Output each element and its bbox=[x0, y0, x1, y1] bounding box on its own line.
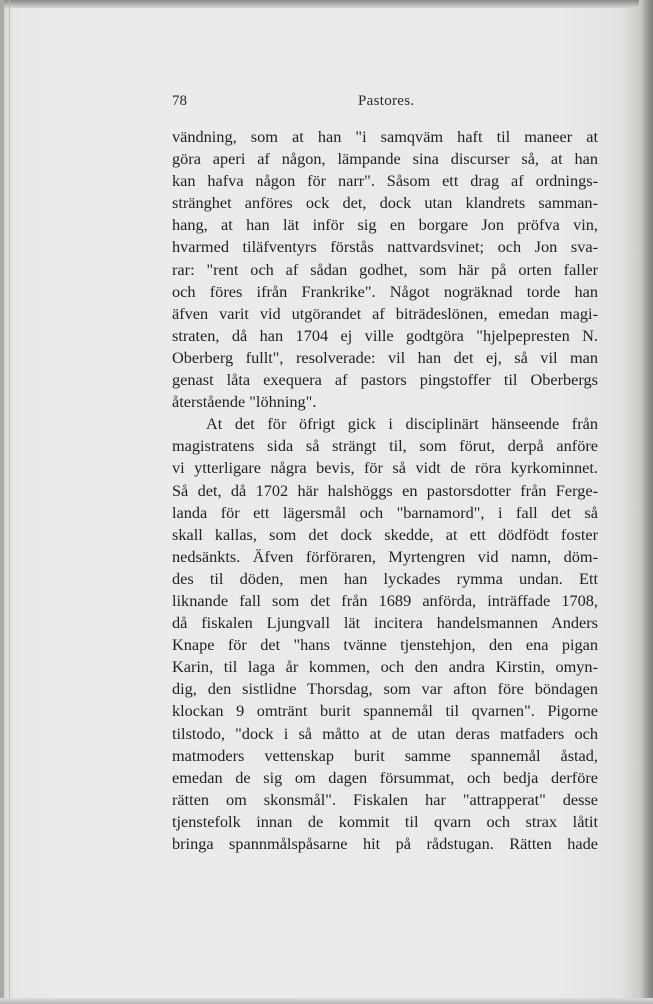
text-line: återstående "löhning". bbox=[172, 392, 317, 412]
scan-top-edge bbox=[0, 0, 653, 8]
text-line: landa för ett lägersmål och "barnamord", i fall det så bbox=[172, 502, 598, 522]
text-line: rätten om skonsmål". Fiskalen har "attrapperat" desse bbox=[172, 789, 598, 809]
running-title: Pastores. bbox=[358, 93, 415, 109]
scan-bottom-edge bbox=[0, 998, 653, 1004]
scan-left-edge bbox=[0, 0, 4, 1004]
text-line: matmoders vettenskap burit samme spannemål åstad, bbox=[172, 745, 598, 765]
text-line: Så det, då 1702 här halshöggs en pastorsdotter från Ferge- bbox=[172, 480, 598, 500]
text-line: des til döden, men han lyckades rymma undan. Ett bbox=[172, 568, 598, 588]
page-header bbox=[172, 93, 598, 117]
text-line: liknande fall som det från 1689 anförda, inträffade 1708, bbox=[172, 590, 598, 610]
text-line: rar: "rent och af sådan godhet, som här på orten faller bbox=[172, 259, 598, 279]
text-line: magistratens sida så strängt til, som förut, derpå anföre bbox=[172, 436, 598, 456]
text-line: nedsänkts. Äfven förföraren, Myrtengren vid namn, döm- bbox=[172, 546, 598, 566]
scan-right-edge bbox=[639, 0, 653, 1004]
text-line: hang, at han lät inför sig en borgare Jon pröfva vin, bbox=[172, 215, 598, 235]
text-line: Knape för det "hans tvänne tjenstehjon, den ena pigan bbox=[172, 635, 598, 655]
text-line: då fiskalen Ljungvall lät incitera handelsmannen Anders bbox=[172, 613, 598, 633]
text-line: Karin, til laga år kommen, och den andra Kirstin, omyn- bbox=[172, 657, 598, 677]
text-line: hvarmed tiläfventyrs förstås nattvardsvinet; och Jon sva- bbox=[172, 237, 598, 257]
text-line: äfven varit vid utgörandet af biträdeslönen, emedan magi- bbox=[172, 303, 598, 323]
text-line: vi ytterligare några bevis, för så vidt de röra kyrkominnet. bbox=[172, 458, 598, 478]
text-line: klockan 9 omtränt burit spannemål til qvarnen". Pigorne bbox=[172, 701, 598, 721]
scan-gutter-line bbox=[9, 0, 10, 1004]
text-line: vändning, som at han "i samqväm haft til maneer at bbox=[172, 127, 598, 146]
text-line: genast låta exequera af pastors pingstoffer til Oberbergs bbox=[172, 370, 598, 390]
text-line: dig, den sistlidne Thorsdag, som var afton före böndagen bbox=[172, 679, 598, 699]
text-line: stränghet anföres ock det, dock utan klandrets samman- bbox=[172, 193, 598, 213]
text-line: emedan de sig om dagen försummat, och bedja derföre bbox=[172, 767, 598, 787]
text-line: straten, då han 1704 ej ville godtgöra "hjelpepresten N. bbox=[172, 325, 598, 345]
text-line: skall kallas, som det dock skedde, at ett dödfödt foster bbox=[172, 524, 598, 544]
text-line: göra aperi af någon, lämpande sina discurser så, at han bbox=[172, 149, 598, 169]
paragraph bbox=[172, 413, 598, 855]
text-line: kan hafva någon för narr". Såsom ett drag af ordnings- bbox=[172, 171, 598, 191]
text-line: och föres ifrån Frankrike". Något nogräknad torde han bbox=[172, 281, 598, 301]
text-line: At det för öfrigt gick i disciplinärt hänseende från bbox=[206, 414, 598, 434]
page-number: 78 bbox=[172, 93, 187, 109]
text-line: tilstodo, "dock i så måtto at de utan deras matfaders och bbox=[172, 723, 598, 743]
text-line: Oberberg fullt", resolverade: vil han det ej, så vil man bbox=[172, 347, 598, 367]
text-line: bringa spannmålspåsarne hit på rådstugan. Rätten hade bbox=[172, 834, 598, 853]
paragraph bbox=[172, 126, 598, 413]
text-line: tjenstefolk innan de kommit til qvarn och strax låtit bbox=[172, 811, 598, 831]
body-text bbox=[172, 126, 598, 855]
